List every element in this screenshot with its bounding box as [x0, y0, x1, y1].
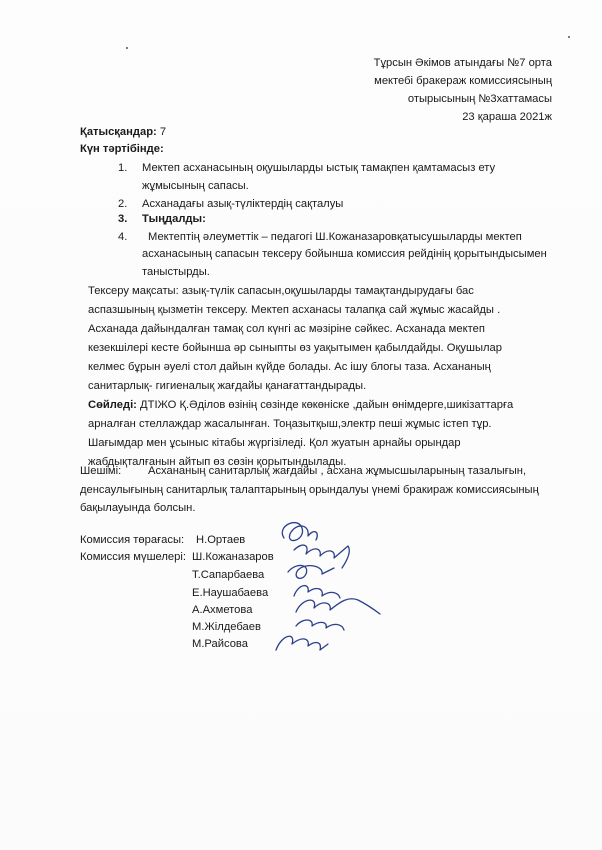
agenda-item-text: таныстырды.	[142, 266, 210, 278]
paragraph-line: арналған стеллаждар жасалынған. Тоңазытқыш,электр пеші жұмыс істеп тұр.	[88, 418, 492, 430]
paragraph-line: Асханада дайындалған тамақ сол күнгі ас мәзіріне сәйкес. Асханада мектеп	[88, 323, 485, 335]
agenda-item-text: Мектеп асханасының оқушыларды ыстық тамақпен қамтамасыз ету	[142, 162, 496, 174]
member-name: Е.Наушабаева	[192, 587, 269, 599]
paragraph-line: жабдықталғанын айтып өз сөзін қорытындылады.	[88, 456, 347, 468]
attendees-label: Қатысқандар:	[80, 126, 157, 138]
members-label: Комиссия мүшелері:	[80, 551, 186, 563]
chair-label: Комиссия төрағасы:	[80, 534, 185, 546]
attendees-line	[80, 126, 166, 138]
agenda-item-text: Мектептің әлеуметтік – педагогі Ш.Кожаназаровқатысушыларды мектеп	[148, 231, 522, 243]
signature-member-5	[296, 620, 344, 630]
signature-chair	[282, 523, 317, 541]
agenda-item-number: 2.	[118, 198, 128, 210]
agenda-item-text: Асханадағы азық-түліктердің сақталуы	[142, 198, 344, 210]
paragraph-line: Тексеру мақсаты: азық-түлік сапасын,оқушыларды тамақтандырудағы бас	[88, 285, 474, 297]
paragraph-line: Шағымдар мен ұсыныс кітабы жүргізіледі. Қол жуатын арнайы орындар	[88, 437, 461, 449]
agenda-item-text: асханасының сапасын тексеру бойынша комиссия рейдінің қорытындысымен	[142, 248, 547, 260]
signatures-handwritten	[262, 508, 392, 668]
agenda-item-text: жұмысының сапасы.	[142, 180, 249, 192]
signature-member-1	[294, 545, 349, 568]
paragraph-line: аспазшының қызметін тексеру. Мектеп асханасы талапқа сай жұмыс жасайды .	[88, 304, 501, 316]
header-line-2: мектебі бракераж комиссиясының	[374, 75, 552, 87]
chair-name: Н.Ортаев	[196, 534, 246, 546]
member-name: А.Ахметова	[192, 604, 253, 616]
decision-text: денсаулығының санитарлық талаптарының орындалуы үнемі бракираж комиссиясының	[80, 484, 539, 496]
speech-line	[88, 396, 558, 415]
paragraph-line: кезекшілері кесте бойынша әр сыныпты өз уақытымен қабылдайды. Оқушылар	[88, 342, 502, 354]
scan-speck	[568, 36, 570, 38]
speech-text: ДТІЖО Қ.Әділов өзінің сөзінде көкөніске ,дайын өнімдерге,шикізаттарға	[136, 399, 514, 411]
header-date: 23 қараша 2021ж	[462, 111, 552, 123]
member-name: М.Жілдебаев	[192, 621, 261, 633]
signature-member-4	[296, 599, 380, 614]
paragraph-line: келмес бұрын әуелі стол дайын күйде болады. Ас ішу блогы таза. Асхананың	[88, 361, 491, 373]
attendees-value: 7	[156, 126, 167, 138]
member-name: Ш.Кожаназаров	[192, 551, 274, 563]
member-name: М.Райсова	[192, 638, 248, 650]
agenda-item-heard-label: Тыңдалды:	[142, 213, 206, 225]
header-line-1: Тұрсын Әкімов атындағы №7 орта	[373, 57, 552, 69]
member-name: Т.Сапарбаева	[192, 569, 265, 581]
header-line-3: отырысының №3хаттамасы	[407, 93, 552, 105]
decision-text: бақылауында болсын.	[80, 502, 196, 514]
signature-member-6	[276, 636, 328, 650]
agenda-item-number: 4.	[118, 231, 128, 243]
speech-label: Сөйледі:	[88, 399, 137, 411]
inspection-paragraph	[88, 282, 558, 472]
agenda-item-number: 3.	[118, 213, 128, 225]
agenda-title: Күн тәртібінде:	[80, 143, 164, 155]
paragraph-line: санитарлық- гигиеналық жағдайы қанағаттандырады.	[88, 380, 367, 392]
agenda-item-number: 1.	[118, 162, 128, 174]
decision-label: Шешімі:	[80, 465, 122, 477]
signature-member-3	[294, 586, 340, 598]
scan-speck	[126, 47, 128, 49]
decision-text: Асхананың санитарлық жағдайы , асхана жұмысшыларының тазалығын,	[148, 465, 527, 477]
signature-member-2	[288, 565, 334, 578]
